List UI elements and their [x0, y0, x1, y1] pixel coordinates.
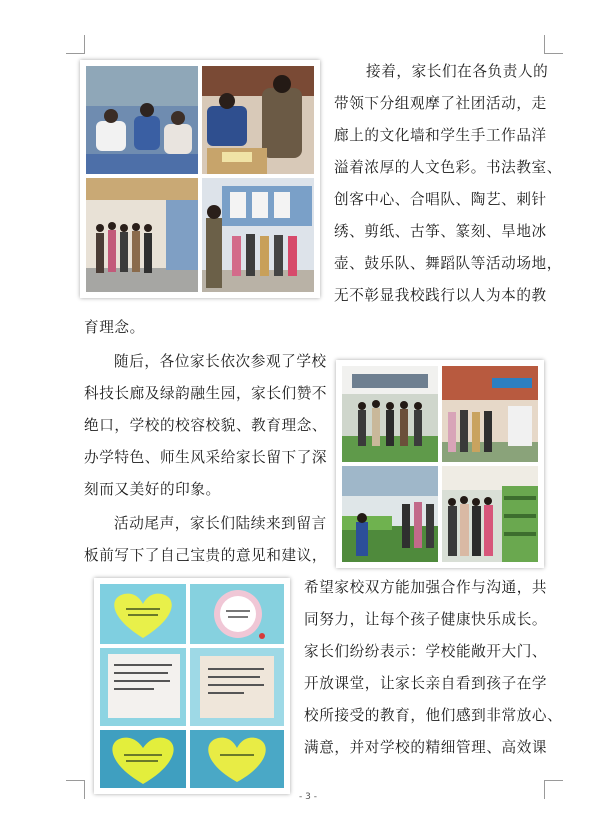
p1-line-7: 壶、鼓乐队、舞蹈队等活动场地， [334, 255, 562, 272]
p3-line-6: 开放课堂，让家长亲自看到孩子在学 [304, 675, 548, 692]
photo-classroom-activity [86, 66, 198, 174]
photo-plant-rack-visit [442, 466, 538, 562]
p3-line-4: 同努力，让每个孩子健康快乐成长。 [304, 611, 548, 628]
p1-line-3: 廊上的文化墙和学生手工作品洋 [334, 127, 547, 144]
p3-line-3: 希望家校双方能加强合作与沟通，共 [304, 579, 548, 596]
p1-line-1: 接着，家长们在各负责人的 [366, 63, 549, 80]
p3-line-8: 满意，并对学校的精细管理、高效课 [304, 739, 548, 756]
crop-mark-bottom-left [66, 780, 85, 799]
p2-line-1: 随后，各位家长依次参观了学校 [114, 353, 327, 370]
p1-line-5: 创客中心、合唱队、陶艺、刺针 [334, 191, 547, 208]
crop-mark-bottom-right [544, 780, 563, 799]
photo-collage-clubs [80, 60, 320, 298]
photo-round-note [190, 584, 284, 644]
photo-handwork-class [202, 66, 314, 174]
p3-line-1: 活动尾声，家长们陆续来到留言 [114, 515, 327, 532]
photo-heart-note-3 [190, 730, 284, 788]
p1-line-6: 绣、剪纸、古筝、篆刻、旱地冰 [334, 223, 547, 240]
p1-line-8: 无不彰显我校践行以人为本的教 [334, 287, 547, 304]
p2-line-2: 科技长廊及绿韵融生园，家长们赞不 [84, 385, 328, 402]
p2-line-3: 绝口，学校的校容校貌、教育理念、 [84, 417, 328, 434]
p1-line-2: 带领下分组观摩了社团活动，走 [334, 95, 547, 112]
p1-line-9: 育理念。 [84, 319, 145, 336]
photo-greenhouse-tour [342, 466, 438, 562]
photo-collage-message-board [94, 578, 290, 794]
photo-culture-wall-visit [202, 178, 314, 292]
photo-science-corridor [442, 366, 538, 462]
photo-paper-note-2 [190, 648, 284, 726]
photo-collage-garden [336, 360, 544, 568]
page-number: - 3 - [299, 792, 317, 802]
p3-line-5: 家长们纷纷表示：学校能敞开大门、 [304, 643, 548, 660]
photo-heart-note-2 [100, 730, 186, 788]
p1-line-4: 溢着浓厚的人文色彩。书法教室、 [334, 159, 562, 176]
photo-garden-entrance [342, 366, 438, 462]
crop-mark-top-left [66, 35, 85, 54]
photo-heart-note-board [100, 584, 186, 644]
p3-line-7: 校所接受的教育，他们感到非常放心、 [304, 707, 563, 724]
photo-paper-note [100, 648, 186, 726]
p2-line-4: 办学特色、师生风采给家长留下了深 [84, 449, 328, 466]
crop-mark-top-right [544, 35, 563, 54]
p2-line-5: 刻而又美好的印象。 [84, 481, 221, 498]
p3-line-2: 板前写下了自己宝贵的意见和建议， [84, 547, 328, 564]
photo-corridor-visit [86, 178, 198, 292]
